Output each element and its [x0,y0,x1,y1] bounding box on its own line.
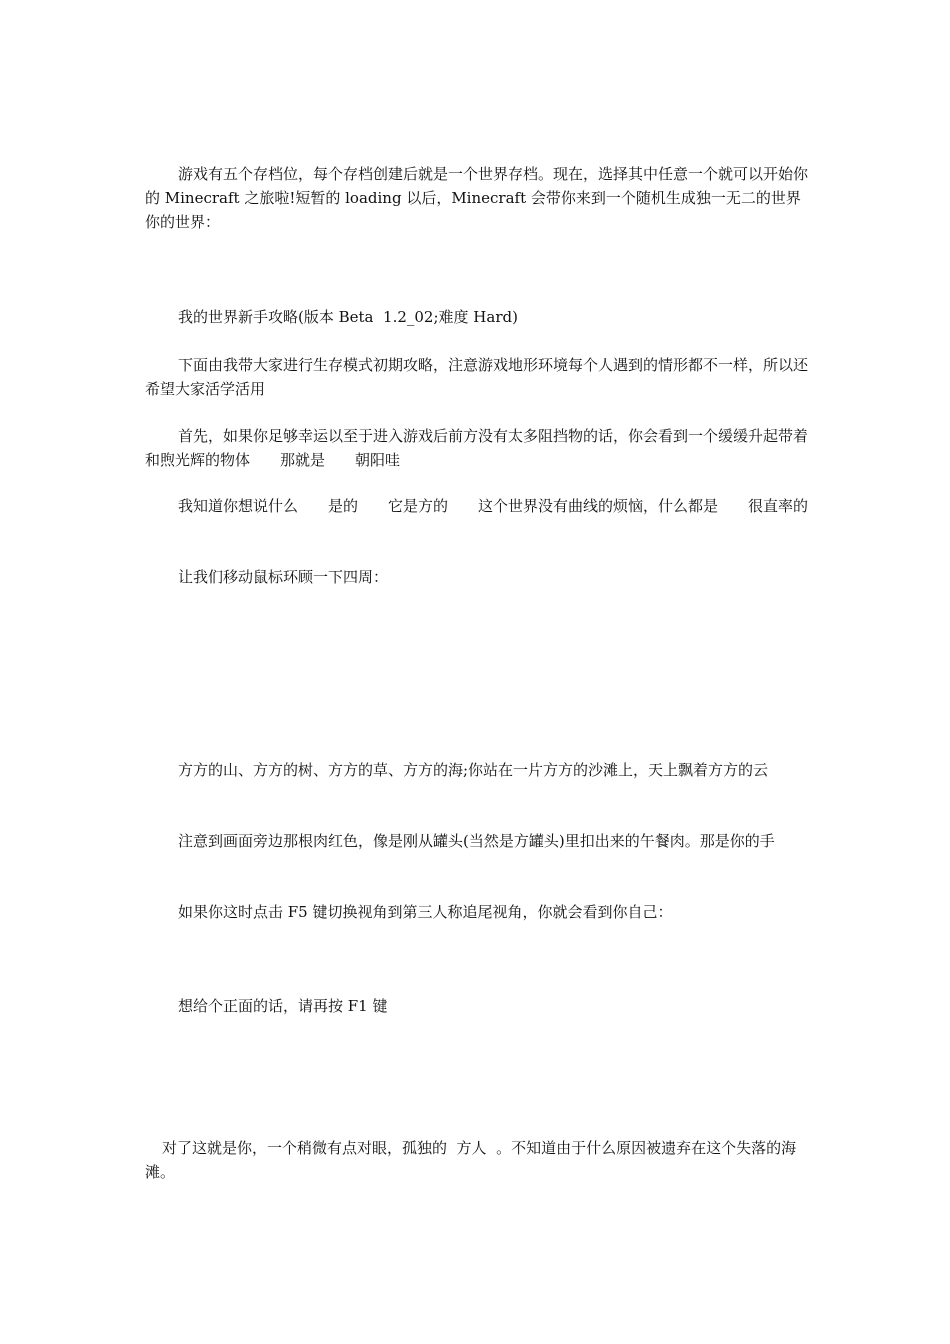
paragraph-square-landscape: 方方的山、方方的树、方方的草、方方的海;你站在一片方方的沙滩上，天上飘着方方的云 [178,761,769,779]
paragraph-f1-key: 想给个正面的话，请再按 F1 键 [178,997,388,1015]
paragraph-f5-view: 如果你这时点击 F5 键切换视角到第三人称追尾视角，你就会看到你自己： [178,903,673,921]
paragraph-look-around: 让我们移动鼠标环顾一下四周： [178,568,389,586]
paragraph-hand: 注意到画面旁边那根肉红色，像是刚从罐头(当然是方罐头)里扣出来的午餐肉。那是你的手 [178,832,775,850]
paragraph-lonely-player: 对了这就是你，一个稍微有点对眼，孤独的 方人 。不知道由于什么原因被遗弃在这个失落的海滩。 [145,1139,797,1181]
paragraph-square-world: 我知道你想说什么 是的 它是方的 这个世界没有曲线的烦恼，什么都是 很直率的 [178,497,809,515]
paragraph-guide-intro: 下面由我带大家进行生存模式初期攻略，注意游戏地形环境每个人遇到的情形都不一样，所以还希望大家活学活用 [145,356,809,398]
paragraph-heading: 我的世界新手攻略(版本 Beta 1.2_02;难度 Hard) [178,308,518,326]
paragraph-sunrise: 首先，如果你足够幸运以至于进入游戏后前方没有太多阻挡物的话，你会看到一个缓缓升起带着和煦光辉的物体 那就是 朝阳哇 [145,427,809,469]
paragraph-intro: 游戏有五个存档位，每个存档创建后就是一个世界存档。现在，选择其中任意一个就可以开始你的 Minecraft 之旅啦!短暂的 loading 以后，Minecraft 会带你来到一个随机生成独一无二的世界 你的世界： [145,165,831,231]
